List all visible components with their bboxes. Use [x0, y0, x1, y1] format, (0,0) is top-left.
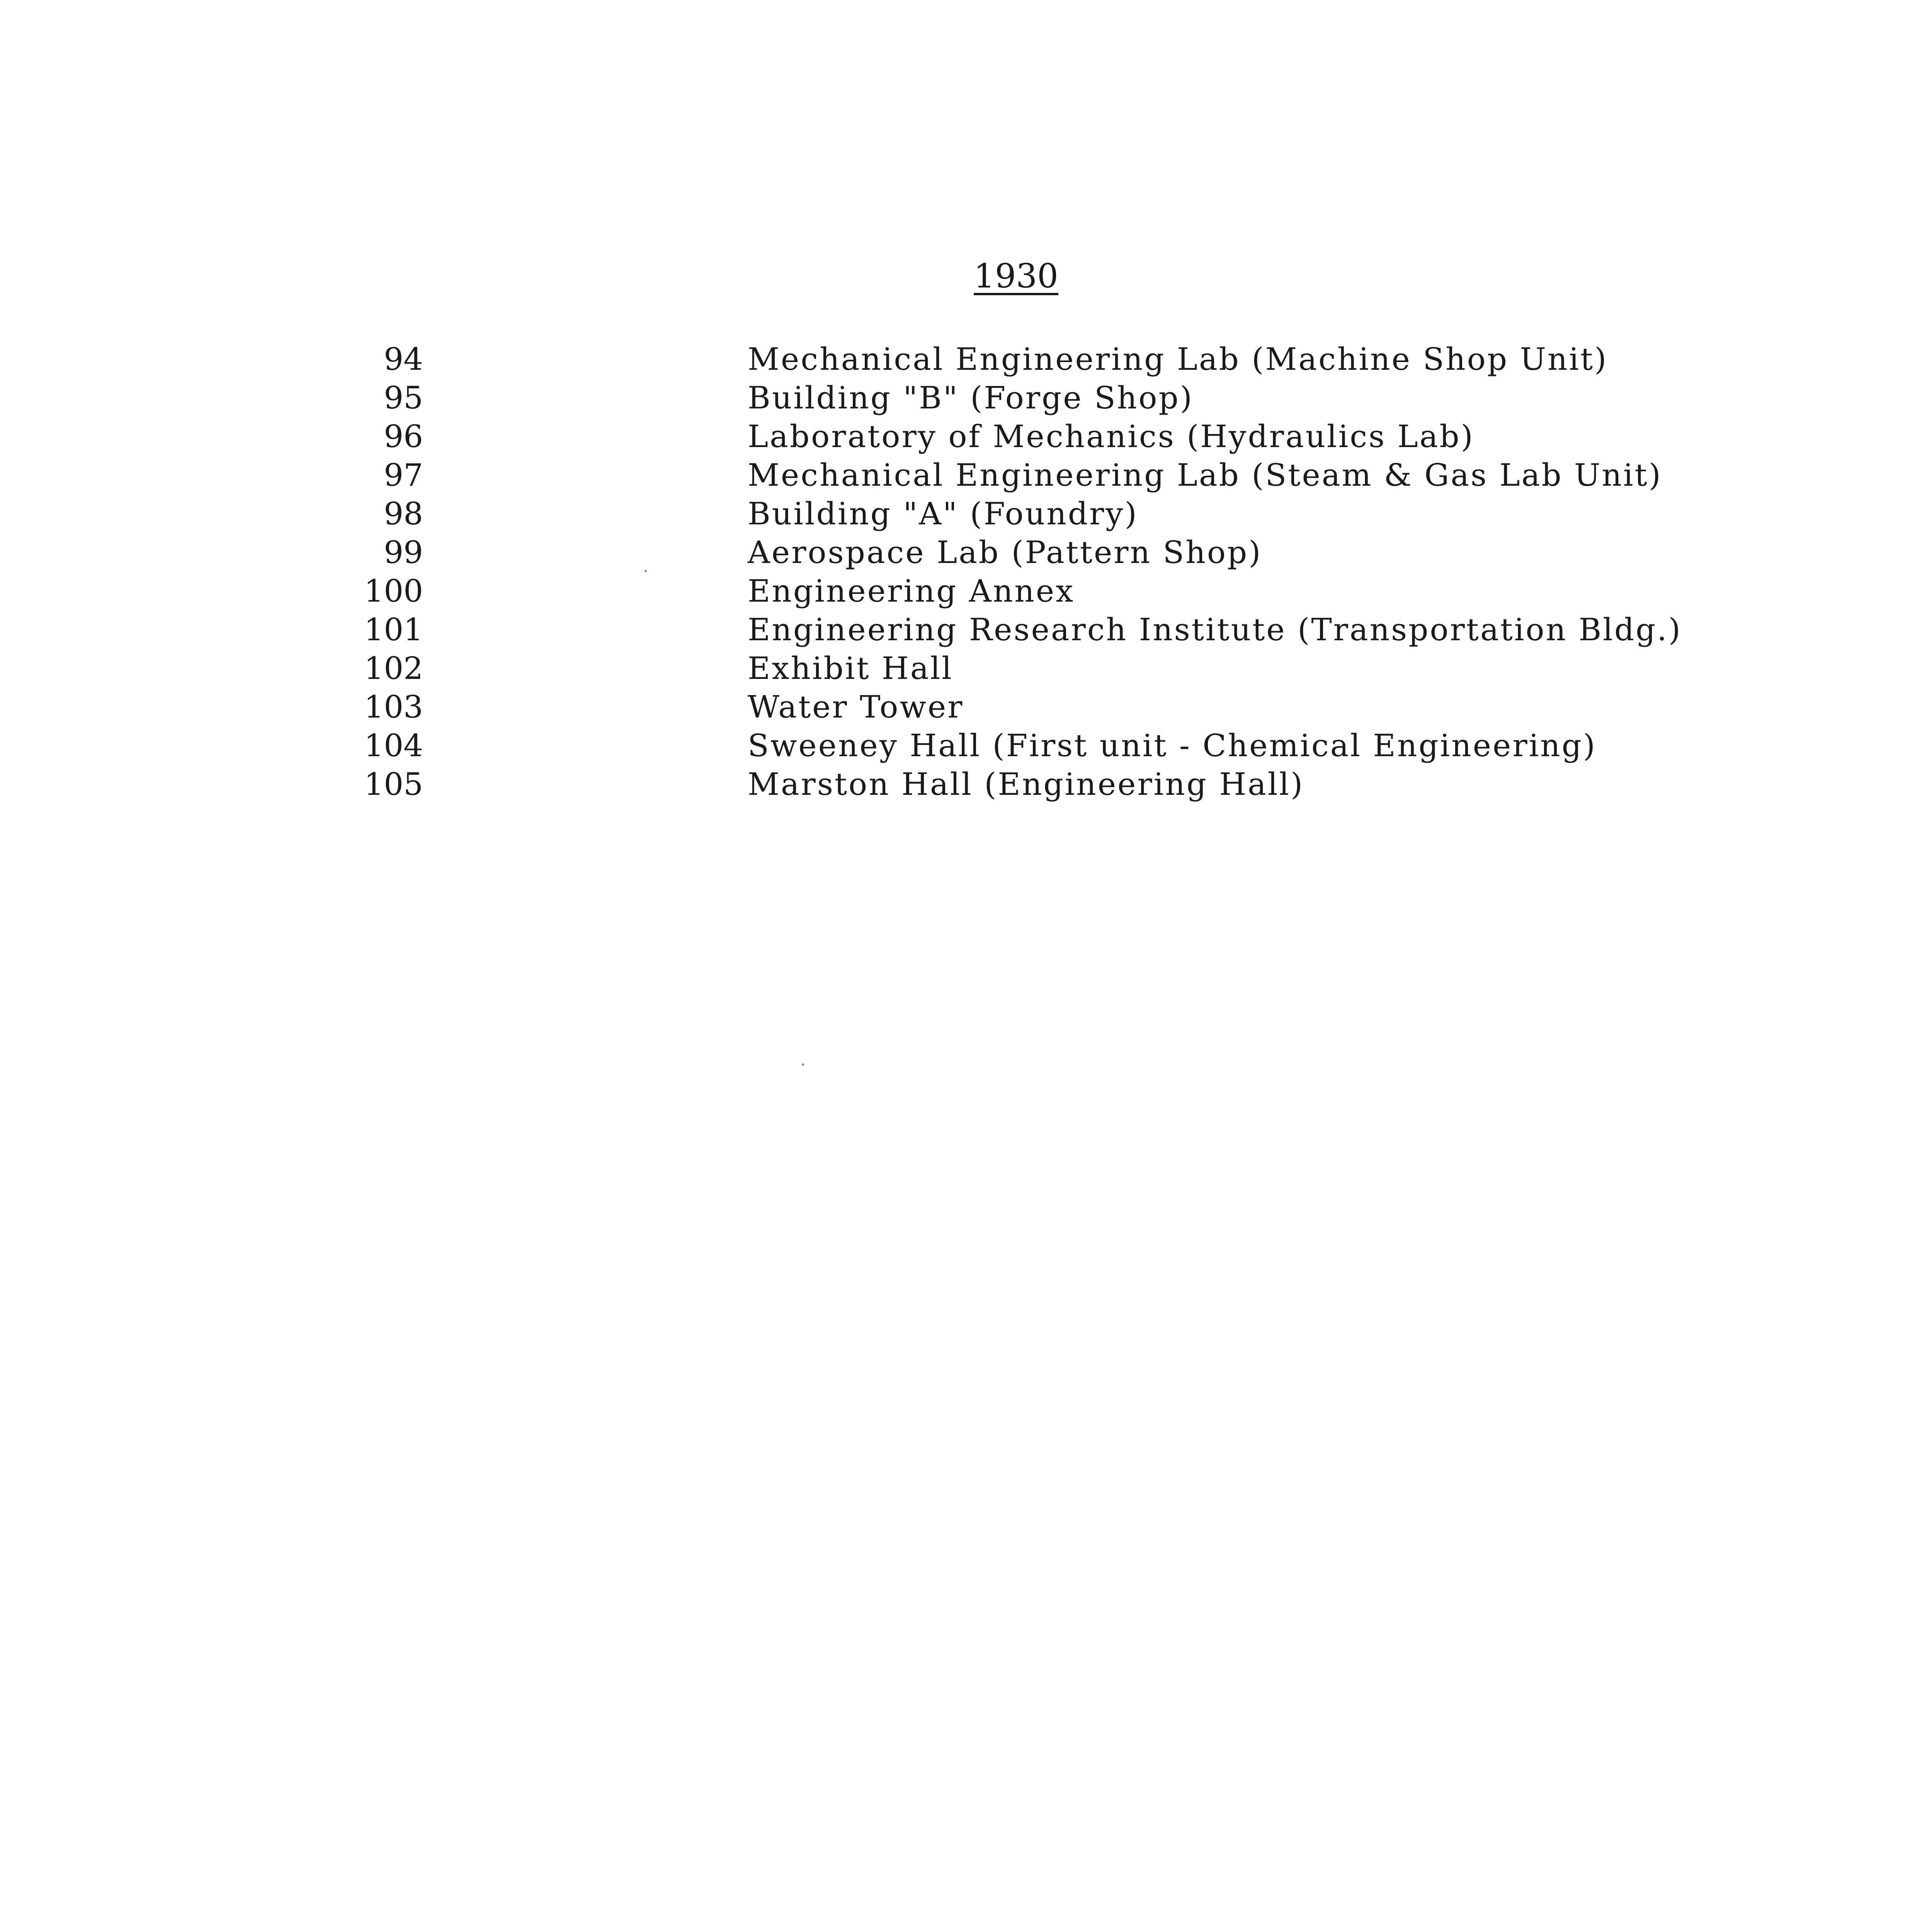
- list-item: [0, 495, 1932, 533]
- building-name: Marston Hall (Engineering Hall): [748, 766, 1304, 802]
- building-name: Mechanical Engineering Lab (Steam & Gas Lab Unit): [748, 457, 1662, 493]
- building-name: Water Tower: [748, 689, 964, 725]
- building-number: 98: [384, 496, 423, 532]
- building-number: 102: [364, 650, 423, 686]
- list-item: [0, 726, 1932, 765]
- scan-speck: [645, 570, 647, 572]
- building-name: Laboratory of Mechanics (Hydraulics Lab): [748, 418, 1475, 454]
- building-name: Engineering Research Institute (Transportation Bldg.): [748, 612, 1682, 648]
- list-item: [0, 417, 1932, 456]
- building-number: 95: [384, 380, 423, 416]
- building-name: Engineering Annex: [748, 573, 1075, 609]
- building-number: 104: [364, 728, 423, 764]
- building-name: Building "A" (Foundry): [748, 496, 1138, 532]
- list-item: [0, 340, 1932, 379]
- building-number: 101: [364, 612, 423, 648]
- list-item: [0, 456, 1932, 495]
- building-name: Mechanical Engineering Lab (Machine Shop Unit): [748, 341, 1608, 377]
- building-number: 99: [384, 534, 423, 570]
- scan-speck: [802, 1063, 804, 1066]
- building-number: 103: [364, 689, 423, 725]
- building-number: 94: [384, 341, 423, 377]
- building-name: Building "B" (Forge Shop): [748, 380, 1194, 416]
- list-item: [0, 572, 1932, 611]
- list-item: [0, 649, 1932, 688]
- list-item: [0, 688, 1932, 726]
- building-number: 100: [364, 573, 423, 609]
- building-name: Aerospace Lab (Pattern Shop): [748, 534, 1262, 570]
- building-name: Exhibit Hall: [748, 650, 953, 686]
- list-item: [0, 533, 1932, 572]
- building-list: [0, 340, 1932, 804]
- building-number: 105: [364, 766, 423, 802]
- list-item: [0, 611, 1932, 649]
- list-item: [0, 379, 1932, 417]
- page-heading: 1930: [974, 257, 1058, 296]
- building-number: 97: [384, 457, 423, 493]
- building-name: Sweeney Hall (First unit - Chemical Engineering): [748, 728, 1597, 764]
- building-number: 96: [384, 418, 423, 454]
- list-item: [0, 765, 1932, 804]
